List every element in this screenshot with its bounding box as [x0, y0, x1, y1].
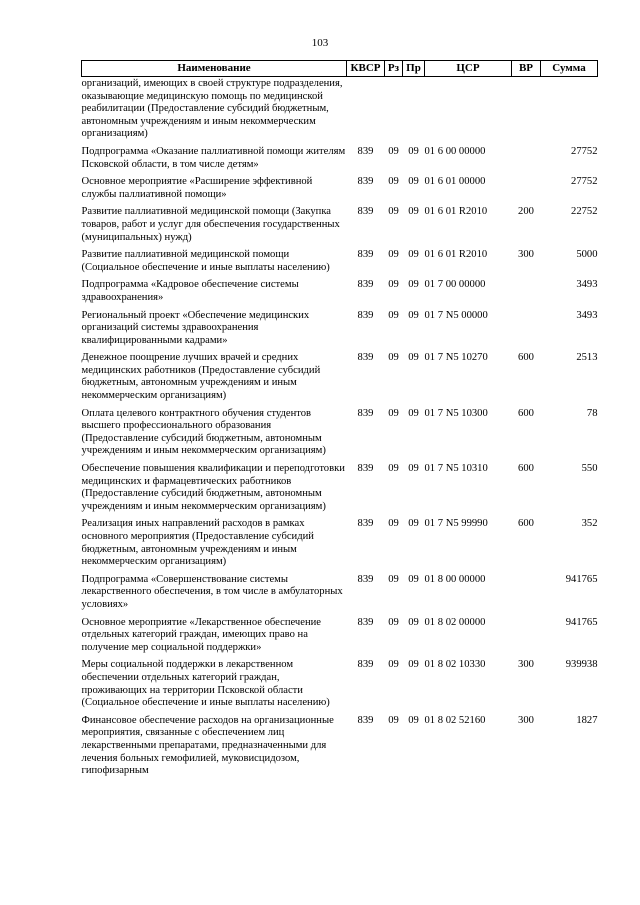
table-row — [82, 658, 598, 713]
cell-kvsr: 839 — [357, 463, 374, 475]
cell-pr: 09 — [408, 145, 419, 157]
cell-kvsr: 839 — [357, 659, 374, 671]
cell-csr: 01 6 01 R2010 — [424, 206, 488, 218]
cell-pr: 09 — [408, 616, 419, 628]
cell-vr — [512, 175, 541, 205]
cell-kvsr: 839 — [357, 407, 374, 419]
col-header-pr: Пр — [403, 61, 425, 77]
cell-kvsr: 839 — [357, 206, 374, 218]
cell-pr: 09 — [408, 573, 419, 585]
cell-name: Оплата целевого контрактного обучения студентов высшего профессионального образования (Предоставление субсидий бюджетным, автономным учреждениям и иным некоммерческим организациям) — [81, 407, 326, 457]
cell-rz: 09 — [388, 279, 399, 291]
cell-sum: 352 — [581, 518, 598, 530]
cell-rz: 09 — [388, 659, 399, 671]
cell-csr: 01 7 N5 00000 — [424, 309, 488, 321]
table-row — [82, 573, 598, 616]
cell-rz: 09 — [388, 463, 399, 475]
cell-kvsr: 839 — [357, 616, 374, 628]
cell-pr: 09 — [408, 518, 419, 530]
cell-kvsr: 839 — [357, 518, 374, 530]
cell-name: Основное мероприятие «Лекарственное обеспечение отдельных категорий граждан, имеющих право на получение мер социальной поддержки» — [81, 616, 322, 653]
cell-sum: 5000 — [576, 249, 598, 261]
cell-kvsr — [347, 77, 385, 145]
cell-vr: 600 — [518, 518, 534, 530]
cell-pr: 09 — [408, 176, 419, 188]
cell-rz: 09 — [388, 714, 399, 726]
cell-vr: 600 — [518, 463, 534, 475]
cell-csr: 01 7 N5 10270 — [424, 352, 488, 364]
cell-sum: 3493 — [576, 309, 598, 321]
cell-pr: 09 — [408, 279, 419, 291]
cell-kvsr: 839 — [357, 176, 374, 188]
cell-csr: 01 8 02 10330 — [424, 659, 486, 671]
cell-name: Меры социальной поддержки в лекарственном обеспечении отдельных категорий граждан, проживающих на территории Псковской области (Социальное обеспечение и иные выплаты населению) — [81, 659, 330, 709]
cell-csr: 01 6 01 00000 — [424, 176, 486, 188]
cell-rz: 09 — [388, 573, 399, 585]
cell-rz: 09 — [388, 206, 399, 218]
cell-csr: 01 8 02 52160 — [424, 714, 486, 726]
cell-sum: 27752 — [571, 176, 598, 188]
cell-pr: 09 — [408, 309, 419, 321]
cell-vr — [512, 616, 541, 659]
cell-kvsr: 839 — [357, 279, 374, 291]
table-body — [82, 77, 598, 782]
table-row — [82, 517, 598, 572]
cell-rz: 09 — [388, 309, 399, 321]
table-row — [82, 205, 598, 248]
cell-sum: 3493 — [576, 279, 598, 291]
cell-rz: 09 — [388, 352, 399, 364]
cell-rz: 09 — [388, 145, 399, 157]
cell-rz: 09 — [388, 518, 399, 530]
cell-csr: 01 6 00 00000 — [424, 145, 486, 157]
cell-csr: 01 7 N5 99990 — [424, 518, 488, 530]
cell-name: Основное мероприятие «Расширение эффективной службы паллиативной помощи» — [81, 176, 313, 200]
col-header-sum: Сумма — [541, 61, 598, 77]
cell-kvsr: 839 — [357, 714, 374, 726]
cell-vr — [512, 77, 541, 145]
cell-csr: 01 7 N5 10300 — [424, 407, 488, 419]
cell-vr: 600 — [518, 352, 534, 364]
cell-csr — [425, 77, 512, 145]
cell-sum: 939938 — [565, 659, 598, 671]
cell-sum: 22752 — [571, 206, 598, 218]
cell-csr: 01 6 01 R2010 — [424, 249, 488, 261]
cell-name: Подпрограмма «Кадровое обеспечение системы здравоохранения» — [81, 279, 299, 303]
cell-kvsr: 839 — [357, 352, 374, 364]
col-header-name: Наименование — [82, 61, 347, 77]
budget-table — [81, 60, 598, 782]
cell-rz: 09 — [388, 176, 399, 188]
col-header-rz: Рз — [385, 61, 403, 77]
cell-sum — [541, 77, 598, 145]
table-row — [82, 351, 598, 406]
table-row — [82, 309, 598, 352]
cell-pr: 09 — [408, 206, 419, 218]
cell-sum: 2513 — [576, 352, 598, 364]
cell-vr: 600 — [518, 407, 534, 419]
cell-vr — [512, 309, 541, 352]
cell-pr — [403, 77, 425, 145]
cell-vr — [512, 573, 541, 616]
cell-sum: 550 — [581, 463, 598, 475]
cell-name: Денежное поощрение лучших врачей и средних медицинских работников (Предоставление субсидий бюджетным, автономным учреждениям и иным некоммерческим организациям) — [81, 352, 321, 402]
cell-rz — [385, 77, 403, 145]
table-row — [82, 462, 598, 517]
cell-csr: 01 7 00 00000 — [424, 279, 486, 291]
cell-pr: 09 — [408, 659, 419, 671]
cell-rz: 09 — [388, 407, 399, 419]
cell-csr: 01 8 02 00000 — [424, 616, 486, 628]
cell-sum: 78 — [586, 407, 598, 419]
cell-name: Финансовое обеспечение расходов на организационные мероприятия, связанные с обеспечением лиц лекарственными препаратами, предназначенными для лечения больных гемофилией, муковисцидозом, гипофизарным — [81, 714, 334, 777]
cell-name: Реализация иных направлений расходов в рамках основного мероприятия (Предоставление субсидий бюджетным, автономным учреждениям и иным некоммерческим организациям) — [81, 518, 314, 568]
cell-vr: 300 — [518, 714, 534, 726]
cell-name: Обеспечение повышения квалификации и переподготовки медицинских и фармацевтических работников (Предоставление субсидий бюджетным, автономным учреждениям и иным некоммерческим организациям) — [81, 463, 345, 512]
cell-csr: 01 8 00 00000 — [424, 573, 486, 585]
col-header-vr: ВР — [512, 61, 541, 77]
cell-name: организаций, имеющих в своей структуре подразделения, оказывающие медицинскую помощь по медицинской реабилитации (Предоставление субсидий бюджетным, автономным учреждениям и иным некоммерческим организациям) — [81, 78, 343, 140]
table-row — [82, 145, 598, 175]
cell-sum: 1827 — [576, 714, 598, 726]
cell-csr: 01 7 N5 10310 — [424, 463, 488, 475]
cell-pr: 09 — [408, 463, 419, 475]
cell-name: Подпрограмма «Совершенствование системы лекарственного обеспечения, в том числе в амбулаторных условиях» — [81, 573, 343, 610]
table-row — [82, 714, 598, 782]
cell-pr: 09 — [408, 352, 419, 364]
cell-name: Развитие паллиативной медицинской помощи (Закупка товаров, работ и услуг для обеспечения государственных (муниципальных) нужд) — [81, 206, 340, 243]
cell-vr: 200 — [518, 206, 534, 218]
cell-vr: 300 — [518, 659, 534, 671]
cell-sum: 941765 — [565, 616, 598, 628]
cell-name: Региональный проект «Обеспечение медицинских организаций системы здравоохранения квалифицированными кадрами» — [81, 309, 310, 346]
cell-vr — [512, 278, 541, 308]
cell-kvsr: 839 — [357, 573, 374, 585]
table-row — [82, 175, 598, 205]
cell-vr: 300 — [518, 249, 534, 261]
cell-sum: 941765 — [565, 573, 598, 585]
cell-name: Развитие паллиативной медицинской помощи (Социальное обеспечение и иные выплаты населению) — [81, 249, 330, 273]
table-header — [82, 61, 598, 77]
cell-rz: 09 — [388, 249, 399, 261]
table-row — [82, 278, 598, 308]
cell-pr: 09 — [408, 407, 419, 419]
cell-rz: 09 — [388, 616, 399, 628]
table-row — [82, 248, 598, 278]
cell-vr — [512, 145, 541, 175]
cell-sum: 27752 — [571, 145, 598, 157]
cell-name: Подпрограмма «Оказание паллиативной помощи жителям Псковской области, в том числе детям» — [81, 145, 346, 170]
table-row — [82, 77, 598, 145]
cell-kvsr: 839 — [357, 145, 374, 157]
table-row — [82, 407, 598, 462]
cell-pr: 09 — [408, 714, 419, 726]
page-number: 103 — [311, 37, 329, 49]
col-header-kvsr: КВСР — [347, 61, 385, 77]
cell-kvsr: 839 — [357, 249, 374, 261]
cell-kvsr: 839 — [357, 309, 374, 321]
cell-pr: 09 — [408, 249, 419, 261]
table-row — [82, 616, 598, 659]
col-header-csr: ЦСР — [425, 61, 512, 77]
